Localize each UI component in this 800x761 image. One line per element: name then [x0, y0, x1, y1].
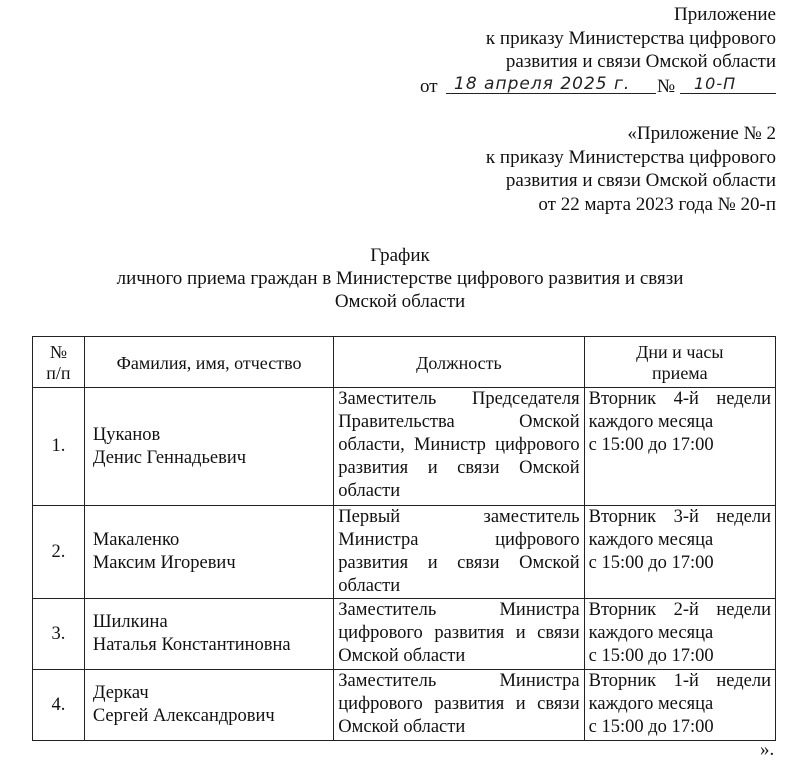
- row-days-text: Вторник 3-й недели каждого месяца: [588, 507, 771, 550]
- title-line-1: График: [370, 245, 430, 266]
- header-appendix-label: Приложение: [674, 4, 776, 25]
- header-days: Дни и часы приема: [584, 337, 775, 388]
- row-days: [584, 506, 775, 599]
- table-row: [33, 670, 776, 741]
- row-position: Заместитель Председателя Правительства Омской области, Министр цифрового развития и связи Омской области: [334, 388, 584, 506]
- row-name: Максим Игоревич: [92, 553, 236, 573]
- document-title: [0, 244, 800, 313]
- row-days-text: Вторник 1-й недели каждого месяца: [588, 671, 771, 714]
- row-surname: Цуканов: [92, 424, 161, 445]
- row-hours: с 15:00 до 17:00: [588, 553, 714, 573]
- header-order-line: к приказу Министерства цифрового: [485, 28, 776, 49]
- row-hours: с 15:00 до 17:00: [588, 435, 714, 455]
- row-days-text: Вторник 4-й недели каждого месяца: [588, 389, 771, 432]
- row-name: Денис Геннадьевич: [92, 447, 247, 468]
- row-days-text: Вторник 2-й недели каждого месяца: [588, 600, 771, 643]
- header-date-line: [420, 75, 776, 99]
- row-fio: [84, 506, 333, 599]
- header-num: № п/п: [33, 337, 85, 388]
- row-position: Первый заместитель Министра цифрового развития и связи Омской области: [334, 506, 584, 599]
- row-days: [584, 388, 775, 506]
- handwritten-number: 10-П: [680, 73, 776, 94]
- appendix2-ministry-line: развития и связи Омской области: [505, 170, 776, 191]
- row-fio: [84, 599, 333, 670]
- row-surname: Деркач: [92, 683, 149, 703]
- header-position: Должность: [334, 337, 584, 388]
- row-number: 4.: [33, 670, 85, 741]
- row-number: 2.: [33, 506, 85, 599]
- row-number: 3.: [33, 599, 85, 670]
- row-number: 1.: [33, 388, 85, 506]
- row-position: Заместитель Министра цифрового развития и связи Омской области: [334, 599, 584, 670]
- closing-quote: ».: [760, 739, 775, 760]
- row-surname: Макаленко: [92, 530, 180, 550]
- table-header-row: [33, 337, 776, 388]
- row-days: [584, 599, 775, 670]
- table-row: [33, 506, 776, 599]
- handwritten-date: 18 апреля 2025 г.: [446, 73, 656, 94]
- row-hours: с 15:00 до 17:00: [588, 646, 714, 666]
- number-prefix: №: [657, 76, 676, 97]
- schedule-table: [32, 336, 776, 741]
- title-line-3: Омской области: [334, 291, 466, 312]
- row-days: [584, 670, 775, 741]
- row-name: Наталья Константиновна: [92, 635, 291, 655]
- date-prefix: от: [420, 76, 438, 97]
- row-position: Заместитель Министра цифрового развития и связи Омской области: [334, 670, 584, 741]
- row-surname: Шилкина: [92, 612, 168, 632]
- row-fio: [84, 670, 333, 741]
- table-row: [33, 388, 776, 506]
- appendix2-label: «Приложение № 2: [627, 123, 776, 144]
- row-name: Сергей Александрович: [92, 706, 275, 726]
- appendix2-date-line: от 22 марта 2023 года № 20-п: [538, 194, 776, 215]
- appendix2-order-line: к приказу Министерства цифрового: [485, 147, 776, 168]
- table-row: [33, 599, 776, 670]
- title-line-2: личного приема граждан в Министерстве цифрового развития и связи: [116, 268, 684, 289]
- row-fio: [84, 388, 333, 506]
- header-ministry-line: развития и связи Омской области: [505, 51, 776, 72]
- header-fio: Фамилия, имя, отчество: [84, 337, 333, 388]
- row-hours: с 15:00 до 17:00: [588, 717, 714, 737]
